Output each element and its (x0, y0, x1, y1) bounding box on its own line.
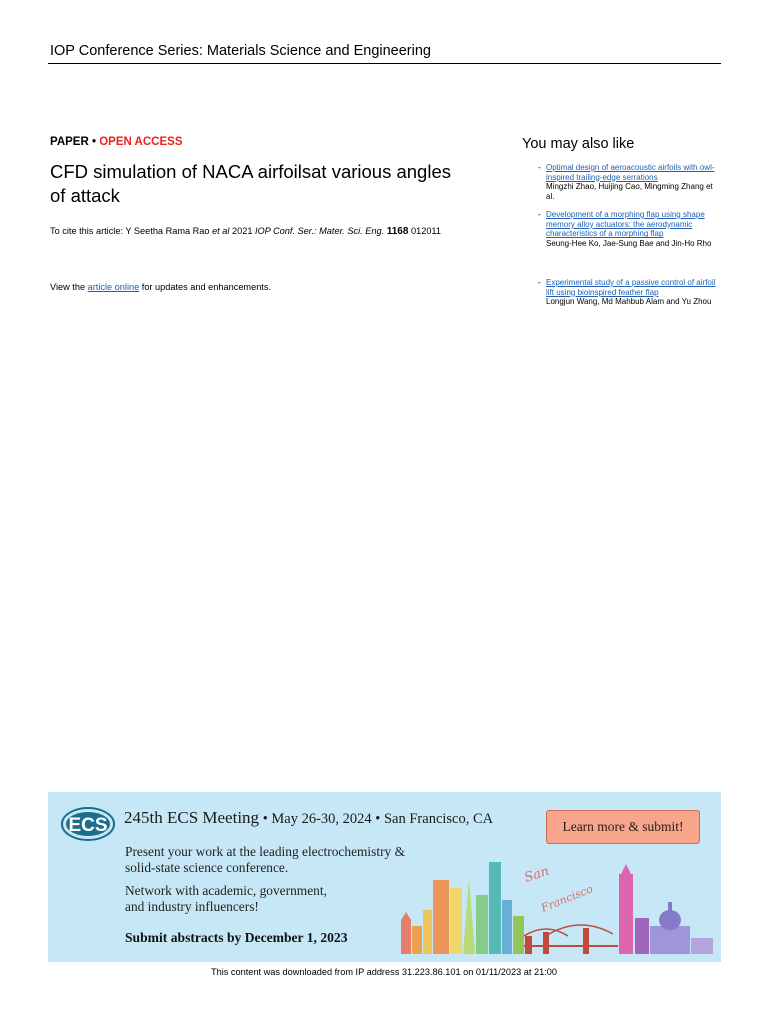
cite-prefix: To cite this article: Y Seetha Rama Rao (50, 226, 213, 236)
banner-text-line: solid-state science conference. (125, 860, 289, 875)
learn-more-button[interactable]: Learn more & submit! (546, 810, 700, 844)
title-line-2: of attack (50, 185, 120, 206)
related-authors: Longjun Wang, Md Mahbub Alam and Yu Zhou (546, 297, 712, 307)
header-rule (48, 63, 721, 64)
ecs-logo-icon (61, 806, 115, 842)
related-item (538, 210, 720, 248)
view-prefix: View the (50, 282, 88, 292)
list-dash: - (538, 278, 541, 287)
related-title-link[interactable]: Optimal design of aeroacoustic airfoils with owl-inspired trailing-edge serrations (546, 163, 715, 182)
banner-text-line: Network with academic, government, (125, 883, 327, 898)
open-access-label: OPEN ACCESS (99, 136, 183, 148)
article-title (50, 160, 520, 208)
paper-label: PAPER (50, 136, 89, 148)
list-dash: - (538, 210, 541, 219)
related-authors: Seung-Hee Ko, Jae-Sung Bae and Jin-Ho Rho (546, 238, 712, 248)
download-footer: This content was downloaded from IP address 31.223.86.101 on 01/11/2023 at 21:00 (211, 967, 557, 977)
cite-journal: IOP Conf. Ser.: Mater. Sci. Eng. (254, 226, 385, 236)
title-line-1: CFD simulation of NACA airfoilsat various angles (50, 161, 451, 182)
related-title-link[interactable]: Development of a morphing flap using shape memory alloy actuators: the aerodynamic characteristics of a morphing flap (546, 210, 705, 239)
san-francisco-skyline-icon (393, 850, 719, 958)
script-francisco: Francisco (539, 882, 595, 915)
submit-deadline: Submit abstracts by December 1, 2023 (125, 930, 348, 945)
cite-year: 2021 (229, 226, 255, 236)
related-item (538, 278, 720, 307)
ecs-banner-ad[interactable] (48, 792, 721, 962)
banner-paragraph-1 (125, 844, 405, 876)
view-online-line (50, 282, 271, 292)
related-title-link[interactable]: Experimental study of a passive control of airfoil lift using bioinspired feather flap (546, 278, 716, 297)
journal-name: IOP Conference Series: Materials Science and Engineering (50, 43, 431, 59)
banner-text-line: and industry influencers! (125, 899, 259, 914)
article-online-link[interactable]: article online (87, 282, 140, 292)
related-heading: You may also like (522, 136, 635, 152)
paper-type-line (50, 136, 183, 148)
script-san: San (522, 863, 552, 886)
ecs-logo-text: ECS (68, 815, 108, 836)
banner-date-location: • May 26-30, 2024 • San Francisco, CA (259, 811, 494, 827)
banner-paragraph-2 (125, 883, 327, 915)
banner-meeting: 245th ECS Meeting (124, 808, 260, 827)
citation (50, 226, 441, 237)
cite-number: 012011 (408, 226, 441, 236)
separator: • (88, 136, 100, 148)
view-suffix: for updates and enhancements. (139, 282, 271, 292)
cite-etal: et al (212, 226, 230, 236)
related-authors: Mingzhi Zhao, Huijing Cao, Mingming Zhang et al. (546, 182, 713, 201)
related-item (538, 163, 720, 201)
banner-heading (124, 808, 493, 828)
banner-text-line: Present your work at the leading electrochemistry & (125, 844, 406, 859)
list-dash: - (538, 163, 541, 172)
cite-volume: 1168 (386, 226, 409, 237)
